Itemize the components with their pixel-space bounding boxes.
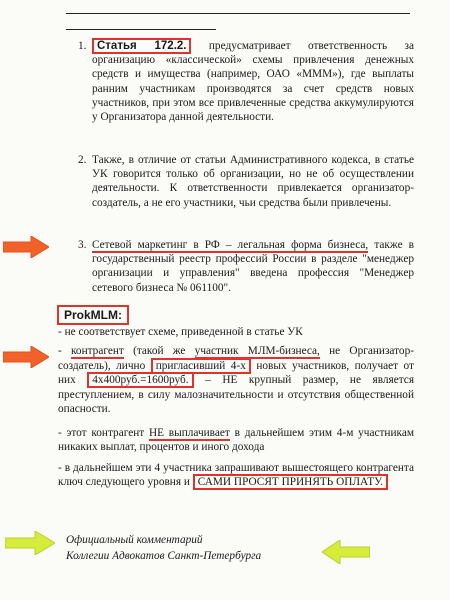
yellow-arrow-right-icon [5, 531, 55, 555]
yellow-arrow-left-icon [322, 540, 370, 564]
item-number: 1. [78, 40, 87, 52]
footer-line-1: Официальный комментарий [66, 534, 203, 546]
orange-arrow-icon [3, 346, 49, 368]
bullet-text: - в дальнейшем эти 4 участника запрашивают вышестоящего контрагента ключ следующего уровня и [58, 462, 414, 489]
bullet-text: в дальнейшем этим 4-м участникам никаких выплат, процентов и иного дохода [58, 427, 414, 454]
legal-business-underline: Сетевой маркетинг в РФ – легальная форма бизнеса, [92, 239, 369, 251]
bullet-1: - не соответствует схеме, приведенной в статье УК [58, 326, 303, 338]
list-item-3 [78, 238, 414, 295]
item-text: Также, в отличие от статьи Административного кодекса, в статье УК говорится только об организации, но не об осуществлении деятельности. К ответственности привлекается организатор-создатель, а не его участники, чьи средства были привлечены. [92, 154, 414, 209]
amount-box: 4х400руб.=1600руб. [87, 372, 193, 388]
bullet-text: (такой же [133, 345, 186, 357]
bullet-4 [58, 461, 414, 489]
footer-line-2: Коллегии Адвокатов Санкт-Петербурга [66, 550, 262, 562]
item-number: 2. [78, 154, 87, 166]
item-number: 3. [78, 239, 87, 251]
short-rule [66, 29, 216, 30]
contragent-underline: контрагент [71, 345, 124, 357]
list-item-1 [78, 39, 414, 124]
participant-underline: участник МЛМ-бизнеса, [194, 345, 320, 357]
orange-arrow-icon [3, 236, 49, 258]
prokmlm-heading: ProkMLM: [57, 305, 129, 325]
bullet-text: - этот контрагент [58, 427, 145, 439]
ask-to-accept-payment-box: САМИ ПРОСЯТ ПРИНЯТЬ ОПЛАТУ. [193, 474, 388, 490]
not-pay-underline: НЕ выплачивает [148, 427, 230, 439]
top-rule [66, 13, 410, 14]
bullet-text: новых участников, получает от них [58, 359, 414, 387]
item-text: предусматривает ответственность за организацию «классической» схемы привлечения денежных средств и имущества (например, ОАО «МММ»), где выплаты ранним участникам производятся за счет средств новых участников, при этом все привлеченные средства аккумулируются у Организатора данной деятельности. [92, 40, 414, 124]
bullet-text: не Организатор-создатель), лично [58, 345, 414, 372]
item-text: также в государственный реестр профессий России в разделе "менеджер организации и управления" введена профессия "Менеджер сетевого бизнеса № 061100". [92, 239, 414, 294]
article-172-box: Статья 172.2. [92, 38, 191, 54]
bullet-dash: - [58, 345, 62, 357]
bullet-3 [58, 426, 414, 454]
bullet-2 [58, 344, 414, 417]
bullet-text: – НЕ крупный размер, не является преступлением, в силу малозначительности и отсутствия общественной опасности. [58, 374, 415, 416]
invited-4-box: пригласивший 4-х [151, 358, 251, 374]
list-item-2 [78, 153, 414, 210]
